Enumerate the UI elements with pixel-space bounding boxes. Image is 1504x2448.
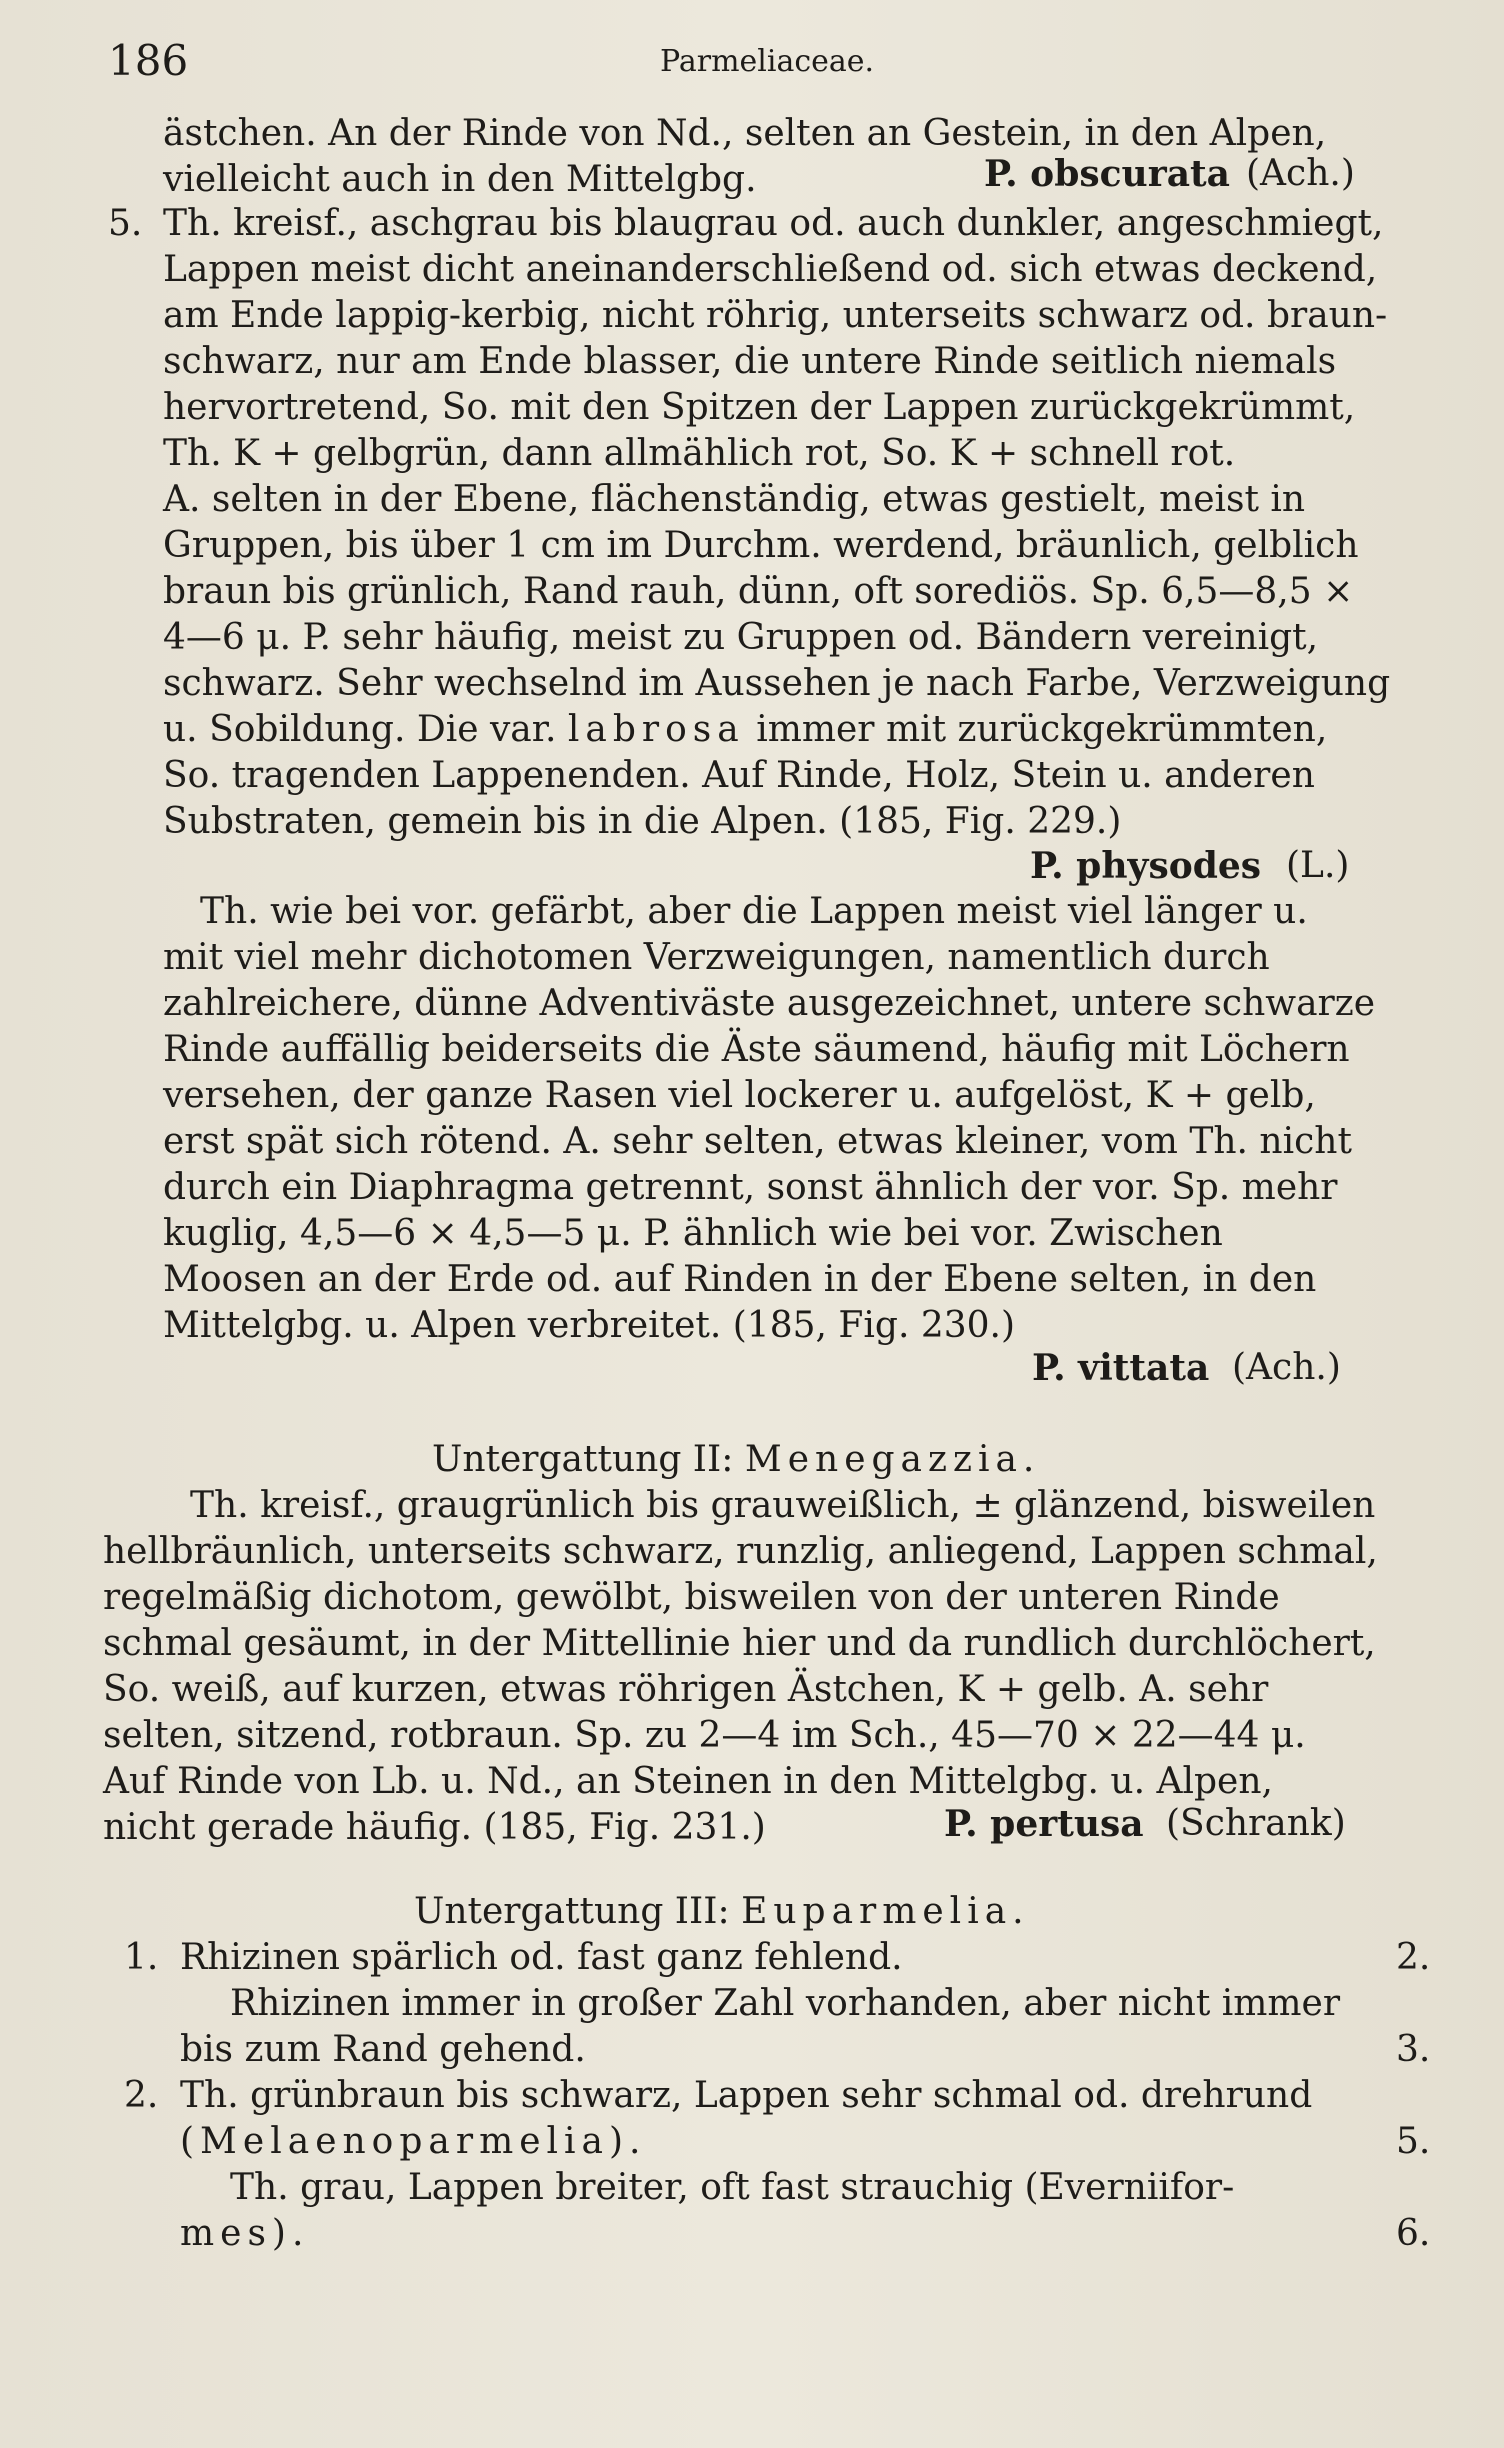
text-line: schwarz, nur am Ende blasser, die untere Rinde seitlich niemals [163, 341, 1337, 382]
text-line: braun bis grünlich, Rand rauh, dünn, oft sorediös. Sp. 6,5—8,5 × [163, 571, 1354, 612]
section-heading [432, 1438, 1040, 1482]
key-reference: 5. [1396, 2121, 1431, 2162]
text-line: bis zum Rand gehend. [180, 2029, 586, 2070]
text-line: ästchen. An der Rinde von Nd., selten an Gestein, in den Alpen, [163, 113, 1327, 154]
species-name: P. vittata [1032, 1347, 1210, 1389]
species-author: (Ach.) [1232, 1347, 1341, 1388]
text-line: nicht gerade häufig. (185, Fig. 231.) [103, 1807, 766, 1848]
text-line: versehen, der ganze Rasen viel lockerer u. aufgelöst, K + gelb, [163, 1075, 1316, 1116]
section-heading [414, 1890, 1030, 1934]
text-line [163, 708, 1327, 752]
text-line: Rhizinen spärlich od. fast ganz fehlend. [180, 1937, 903, 1978]
text-line: Th. kreisf., graugrünlich bis grauweißlich, ± glänzend, bisweilen [190, 1485, 1376, 1526]
text-line: kuglig, 4,5—6 × 4,5—5 μ. P. ähnlich wie bei vor. Zwischen [163, 1213, 1223, 1254]
text-line: durch ein Diaphragma getrennt, sonst ähnlich der vor. Sp. mehr [163, 1167, 1338, 1208]
subgenus-name: Euparmelia. [741, 1891, 1030, 1932]
species-name: P. obscurata [984, 153, 1230, 195]
text-line: Rinde auffällig beiderseits die Äste säumend, häufig mit Löchern [163, 1029, 1350, 1070]
species-author: (Schrank) [1166, 1803, 1346, 1844]
key-reference: 6. [1396, 2213, 1431, 2254]
text-line: Th. kreisf., aschgrau bis blaugrau od. auch dunkler, angeschmiegt, [163, 203, 1384, 244]
text-line: am Ende lappig-kerbig, nicht röhrig, unterseits schwarz od. braun- [163, 295, 1388, 336]
text-line: Mittelgbg. u. Alpen verbreitet. (185, Fig. 230.) [163, 1305, 1016, 1346]
key-reference: 3. [1396, 2029, 1431, 2070]
text-line: Lappen meist dicht aneinanderschließend od. sich etwas deckend, [163, 249, 1378, 290]
text-line: selten, sitzend, rotbraun. Sp. zu 2—4 im Sch., 45—70 × 22—44 μ. [103, 1715, 1306, 1756]
text-line: Gruppen, bis über 1 cm im Durchm. werdend, bräunlich, gelblich [163, 525, 1359, 566]
text-line: erst spät sich rötend. A. sehr selten, etwas kleiner, vom Th. nicht [163, 1121, 1352, 1162]
text-line: Th. grünbraun bis schwarz, Lappen sehr schmal od. drehrund [180, 2075, 1313, 2116]
heading-label: Untergattung III: [414, 1891, 730, 1932]
text-line: So. tragenden Lappenenden. Auf Rinde, Holz, Stein u. anderen [163, 755, 1315, 796]
text-segment: immer mit zurückgekrümmten, [756, 709, 1328, 750]
key-number: 5. [108, 203, 143, 244]
text-line: mes). [180, 2213, 310, 2254]
page-number: 186 [108, 36, 189, 85]
text-line: So. weiß, auf kurzen, etwas röhrigen Ästchen, K + gelb. A. sehr [103, 1669, 1269, 1710]
species-name: P. pertusa [944, 1803, 1144, 1845]
text-line: Th. K + gelbgrün, dann allmählich rot, So. K + schnell rot. [163, 433, 1236, 474]
species-name: P. physodes [1030, 845, 1262, 887]
subgenus-name: Menegazzia. [744, 1439, 1041, 1480]
text-line: Auf Rinde von Lb. u. Nd., an Steinen in den Mittelgbg. u. Alpen, [103, 1761, 1273, 1802]
text-line: 4—6 μ. P. sehr häufig, meist zu Gruppen od. Bändern vereinigt, [163, 617, 1319, 658]
text-line: hervortretend, So. mit den Spitzen der Lappen zurückgekrümmt, [163, 387, 1356, 428]
variety-name: labrosa [567, 709, 745, 750]
text-line: Th. wie bei vor. gefärbt, aber die Lappen meist viel länger u. [200, 891, 1308, 932]
text-line: zahlreichere, dünne Adventiväste ausgezeichnet, untere schwarze [163, 983, 1376, 1024]
text-line: Rhizinen immer in großer Zahl vorhanden, aber nicht immer [230, 1983, 1341, 2024]
text-line: Moosen an der Erde od. auf Rinden in der Ebene selten, in den [163, 1259, 1317, 1300]
running-head: Parmeliaceae. [660, 44, 875, 79]
key-number: 2. [124, 2075, 159, 2116]
text-line: schmal gesäumt, in der Mittellinie hier und da rundlich durchlöchert, [103, 1623, 1376, 1664]
species-author: (Ach.) [1246, 153, 1355, 194]
text-line: regelmäßig dichotom, gewölbt, bisweilen von der unteren Rinde [103, 1577, 1280, 1618]
text-line: (Melaenoparmelia). [180, 2121, 647, 2162]
text-line: hellbräunlich, unterseits schwarz, runzlig, anliegend, Lappen schmal, [103, 1531, 1378, 1572]
text-segment: u. Sobildung. Die var. [163, 709, 557, 750]
key-reference: 2. [1396, 1937, 1431, 1978]
key-number: 1. [124, 1937, 159, 1978]
text-line: mit viel mehr dichotomen Verzweigungen, namentlich durch [163, 937, 1270, 978]
species-author: (L.) [1286, 845, 1350, 886]
text-line: Substraten, gemein bis in die Alpen. (185, Fig. 229.) [163, 801, 1122, 842]
text-line: schwarz. Sehr wechselnd im Aussehen je nach Farbe, Verzweigung [163, 663, 1391, 704]
text-line: Th. grau, Lappen breiter, oft fast strauchig (Everniifor- [230, 2167, 1235, 2208]
heading-label: Untergattung II: [432, 1439, 734, 1480]
text-line: vielleicht auch in den Mittelgbg. [163, 159, 757, 200]
text-line: A. selten in der Ebene, flächenständig, etwas gestielt, meist in [163, 479, 1306, 520]
